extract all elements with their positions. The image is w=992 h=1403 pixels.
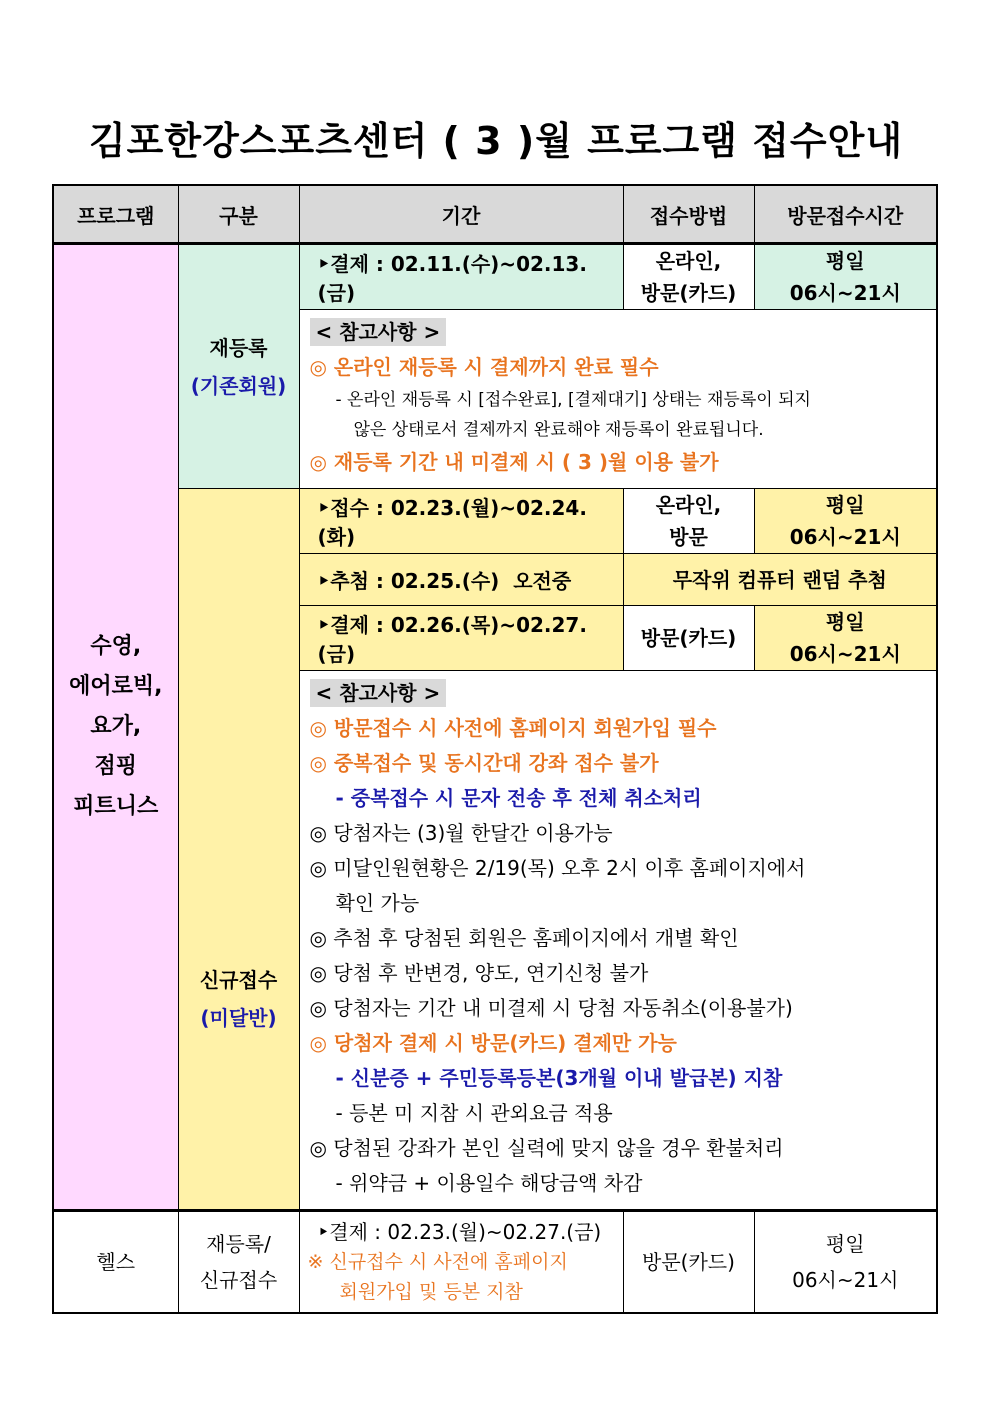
note-line: ◎ 방문접수 시 사전에 홈페이지 회원가입 필수	[309, 716, 717, 740]
health-note-line: ※ 신규접수 시 사전에 홈페이지	[307, 1250, 568, 1273]
method-line: 온라인,	[655, 249, 722, 273]
method-line: 방문	[669, 525, 708, 549]
program-name: 에어로빅,	[69, 674, 163, 699]
category-line: 재등록/	[206, 1231, 271, 1256]
header-category: 구분	[178, 185, 299, 244]
time-line: 평일	[825, 249, 865, 273]
new-method-payment: 방문(카드)	[623, 606, 754, 671]
new-category-cell	[178, 489, 299, 1211]
new-label: 신규접수	[199, 968, 278, 992]
note-line: 확인 가능	[335, 891, 420, 915]
new-period-lottery: ‣추첨 : 02.25.(수) 오전중	[299, 554, 623, 606]
program-name: 피트니스	[73, 794, 159, 819]
table-row	[53, 1211, 937, 1313]
note-line: - 위약금 + 이용일수 해당금액 차감	[335, 1171, 643, 1195]
note-line: ◎ 미달인원현황은 2/19(목) 오후 2시 이후 홈페이지에서	[309, 856, 806, 880]
health-method: 방문(카드)	[623, 1211, 754, 1313]
program-name: 요가,	[90, 714, 142, 739]
time-line: 06시~21시	[789, 642, 901, 666]
renew-period: ‣결제 : 02.11.(수)~02.13.(금)	[299, 244, 623, 310]
health-note-line: 회원가입 및 등본 지참	[339, 1280, 523, 1303]
health-period-cell	[299, 1211, 623, 1313]
new-notes	[299, 671, 937, 1211]
note-line: - 등본 미 지참 시 관외요금 적용	[335, 1101, 613, 1125]
note-line: - 신분증 + 주민등록등본(3개월 이내 발급본) 지참	[335, 1066, 783, 1090]
note-line: ◎ 당첨자는 기간 내 미결제 시 당첨 자동취소(이용불가)	[309, 996, 793, 1020]
category-line: 신규접수	[199, 1267, 278, 1292]
health-category	[178, 1211, 299, 1313]
health-time	[754, 1211, 937, 1313]
notes-title: < 참고사항 >	[310, 679, 447, 707]
renew-label: 재등록	[209, 335, 268, 360]
program-main-cell	[53, 244, 178, 1211]
program-name: 수영,	[90, 634, 142, 659]
time-line: 평일	[825, 1231, 865, 1256]
method-line: 온라인,	[655, 493, 722, 517]
time-line: 06시~21시	[789, 281, 901, 305]
note-line: ◎ 중복접수 및 동시간대 강좌 접수 불가	[309, 751, 659, 775]
method-line: 방문(카드)	[640, 281, 737, 305]
renew-notes	[299, 310, 937, 489]
note-line: ◎ 추첨 후 당첨된 회원은 홈페이지에서 개별 확인	[309, 926, 739, 950]
note-line: ◎ 재등록 기간 내 미결제 시 ( 3 )월 이용 불가	[309, 450, 719, 474]
table-row	[53, 244, 937, 310]
table-header-row	[53, 185, 937, 244]
header-period: 기간	[299, 185, 623, 244]
new-period-register: ‣접수 : 02.23.(월)~02.24.(화)	[299, 489, 623, 554]
program-table	[52, 184, 938, 1314]
renew-sub-label: (기존회원)	[190, 373, 287, 398]
note-line: ◎ 당첨자는 (3)월 한달간 이용가능	[309, 821, 613, 845]
notes-title: < 참고사항 >	[310, 318, 447, 346]
renew-time	[754, 244, 937, 310]
note-line: ◎ 온라인 재등록 시 결제까지 완료 필수	[309, 355, 659, 379]
new-period-payment: ‣결제 : 02.26.(목)~02.27.(금)	[299, 606, 623, 671]
renew-method	[623, 244, 754, 310]
note-line: - 온라인 재등록 시 [접수완료], [결제대기] 상태는 재등록이 되지	[335, 390, 811, 410]
new-time-register	[754, 489, 937, 554]
time-line: 06시~21시	[789, 525, 901, 549]
note-line: ◎ 당첨된 강좌가 본인 실력에 맞지 않을 경우 환불처리	[309, 1136, 784, 1160]
time-line: 06시~21시	[792, 1267, 899, 1292]
header-visit-time: 방문접수시간	[754, 185, 937, 244]
new-method-register	[623, 489, 754, 554]
note-line: ◎ 당첨자 결제 시 방문(카드) 결제만 가능	[309, 1031, 677, 1055]
note-line: 않은 상태로서 결제까지 완료해야 재등록이 완료됩니다.	[353, 420, 764, 440]
time-line: 평일	[825, 493, 865, 517]
table-row	[53, 489, 937, 554]
time-line: 평일	[825, 610, 865, 634]
page-title: 김포한강스포츠센터 ( 3 )월 프로그램 접수안내	[88, 119, 904, 163]
health-program: 헬스	[53, 1211, 178, 1313]
new-lottery-method: 무작위 컴퓨터 랜덤 추첨	[623, 554, 937, 606]
header-program: 프로그램	[53, 185, 178, 244]
note-line: ◎ 당첨 후 반변경, 양도, 연기신청 불가	[309, 961, 649, 985]
renew-category-cell	[178, 244, 299, 489]
new-time-payment	[754, 606, 937, 671]
header-method: 접수방법	[623, 185, 754, 244]
new-sub-label: (미달반)	[200, 1006, 277, 1030]
health-period: ‣결제 : 02.23.(월)~02.27.(금)	[317, 1219, 602, 1244]
note-line: - 중복접수 시 문자 전송 후 전체 취소처리	[335, 786, 702, 810]
program-name: 점핑	[94, 754, 137, 779]
